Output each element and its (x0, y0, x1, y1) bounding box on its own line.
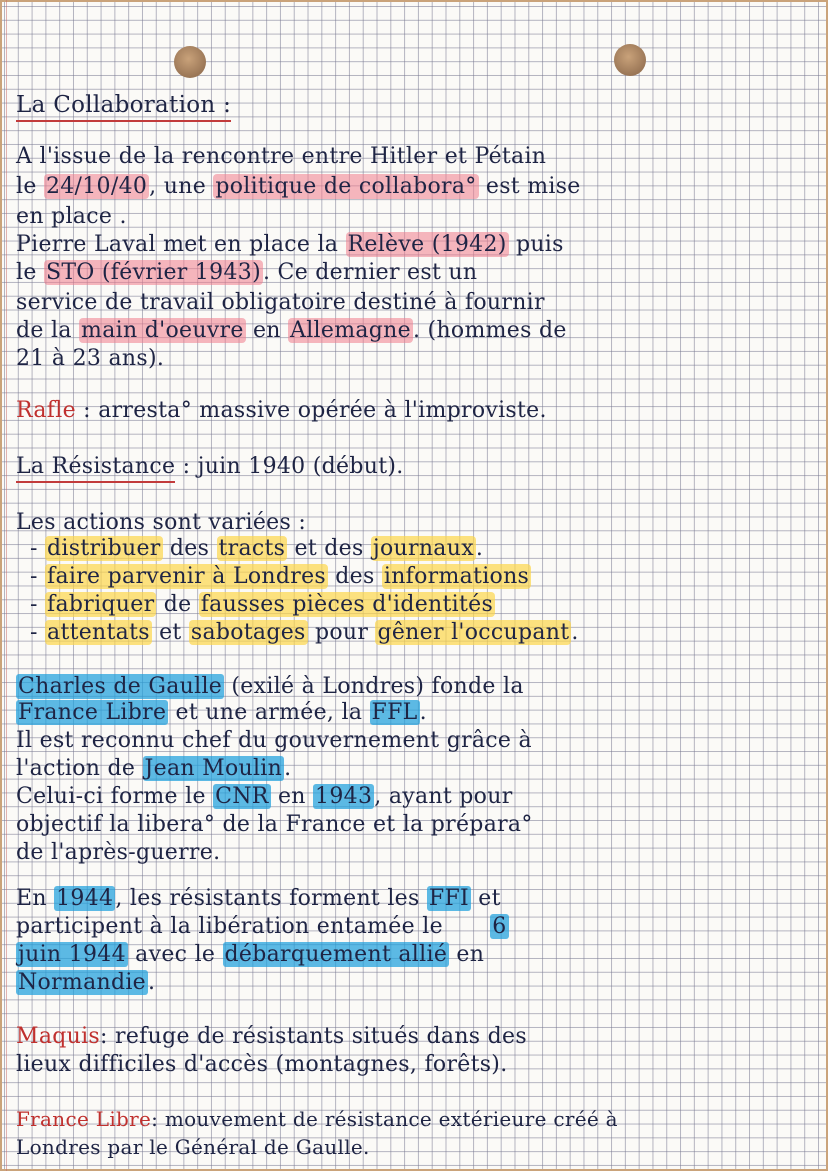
list-item (30, 620, 818, 646)
highlight: fabriquer (47, 592, 155, 617)
text: - (30, 620, 46, 645)
list-item (30, 564, 818, 590)
text: et (471, 886, 501, 911)
text: pour (307, 620, 376, 645)
text: . (hommes de (412, 318, 567, 343)
highlight-normandie: Normandie (18, 970, 146, 995)
text: le (16, 260, 44, 285)
highlight-ffi: FFI (428, 886, 470, 911)
collab-line-5 (16, 260, 818, 286)
text: en place . (16, 204, 127, 229)
gaulle-line-2 (16, 700, 818, 726)
text: participent à la libération entamée le (16, 914, 451, 939)
liberation-line-4 (16, 970, 818, 996)
resistance-title: La Résistance (16, 454, 175, 483)
resistance-intro (16, 510, 818, 536)
highlight-main-oeuvre: main d'oeuvre (81, 318, 244, 343)
liberation-line-2 (16, 914, 818, 940)
text: Les actions sont variées : (16, 510, 307, 535)
text: et (151, 620, 189, 645)
text: de l'après-guerre. (16, 840, 221, 865)
text: En (16, 886, 55, 911)
text: : refuge de résistants situés dans des (100, 1024, 527, 1049)
highlight: informations (383, 564, 530, 589)
highlight: attentats (47, 620, 150, 645)
text: et une armée, la (168, 700, 370, 725)
collab-line-8 (16, 346, 818, 372)
maquis-line-2 (16, 1052, 818, 1078)
text: . (475, 536, 484, 561)
text: . Ce dernier est un (262, 260, 478, 285)
highlight-allemagne: Allemagne (290, 318, 411, 343)
collab-line-2 (16, 174, 818, 200)
highlight-politique: politique de collabora° (215, 174, 477, 199)
text: A l'issue de la rencontre entre Hitler et Pétain (16, 144, 547, 169)
highlight-cnr: CNR (215, 784, 269, 809)
highlight: tracts (218, 536, 286, 561)
maquis-line-1 (16, 1024, 818, 1050)
text: : mouvement de résistance extérieure créé à (151, 1107, 618, 1131)
text: . (419, 700, 427, 725)
highlight-de-gaulle: Charles de Gaulle (18, 674, 223, 699)
highlight: faire parvenir à Londres (47, 564, 326, 589)
text: de (156, 592, 199, 617)
text: - (30, 564, 46, 589)
liberation-line-3 (16, 942, 818, 968)
text: le (16, 174, 44, 199)
resistance-heading (16, 454, 818, 480)
france-libre-term: France Libre (16, 1107, 152, 1131)
text: Il est reconnu chef du gouvernement grâce à (16, 728, 532, 753)
binder-hole-right (614, 44, 646, 76)
highlight-ffl: FFL (371, 700, 418, 725)
highlight-1944: 1944 (56, 886, 114, 911)
collab-line-6 (16, 290, 818, 316)
highlight: journaux (372, 536, 474, 561)
text: - (30, 536, 46, 561)
text: . (284, 756, 292, 781)
text: - (30, 592, 46, 617)
liberation-line-1 (16, 886, 818, 912)
text: , une (149, 174, 214, 199)
text: Celui-ci forme le (16, 784, 214, 809)
text: . (148, 970, 156, 995)
collab-line-3 (16, 204, 818, 230)
text: (exilé à Londres) fonde la (224, 674, 524, 699)
collab-line-1 (16, 144, 818, 170)
highlight: distribuer (47, 536, 161, 561)
highlight-france-libre: France Libre (18, 700, 167, 725)
margin-line (6, 0, 7, 1171)
highlight-date: 24/10/40 (45, 174, 148, 199)
highlight: fausses pièces d'identités (200, 592, 494, 617)
text: des (162, 536, 217, 561)
text: de la (16, 318, 80, 343)
maquis-term: Maquis (16, 1024, 101, 1049)
text: , ayant pour (374, 784, 513, 809)
list-item (30, 536, 818, 562)
text: , les résistants forment les (115, 886, 427, 911)
highlight-releve: Relève (1942) (347, 232, 507, 257)
highlight-sto: STO (février 1943) (45, 260, 261, 285)
gaulle-line-5 (16, 784, 818, 810)
rafle-definition (16, 398, 818, 424)
list-item (30, 592, 818, 618)
highlight: sabotages (190, 620, 306, 645)
text: puis (508, 232, 564, 257)
france-libre-line-2 (16, 1134, 818, 1160)
text: des (327, 564, 382, 589)
text: Londres par le Général de Gaulle. (16, 1135, 370, 1159)
text: 21 à 23 ans). (16, 346, 165, 371)
text: en (449, 942, 485, 967)
text: en (270, 784, 314, 809)
rafle-text: : arresta° massive opérée à l'improviste. (75, 398, 547, 423)
text: et des (287, 536, 371, 561)
france-libre-line-1 (16, 1106, 818, 1132)
highlight-6: 6 (492, 914, 507, 939)
text: Pierre Laval met en place la (16, 232, 346, 257)
gaulle-line-3 (16, 728, 818, 754)
highlight: gêner l'occupant (377, 620, 570, 645)
text: avec le (127, 942, 223, 967)
text: est mise (478, 174, 581, 199)
text: service de travail obligatoire destiné à fournir (16, 290, 545, 315)
highlight-1943: 1943 (315, 784, 373, 809)
collab-line-4 (16, 232, 818, 258)
rafle-term: Rafle (16, 398, 76, 423)
text: l'action de (16, 756, 143, 781)
gaulle-line-6 (16, 812, 818, 838)
collaboration-title: La Collaboration : (16, 92, 231, 122)
text: . (571, 620, 579, 645)
highlight-debarquement: débarquement allié (224, 942, 448, 967)
text: objectif la libera° de la France et la prépara° (16, 812, 533, 837)
gaulle-line-4 (16, 756, 818, 782)
collaboration-heading (16, 92, 818, 118)
collab-line-7 (16, 318, 818, 344)
highlight-jean-moulin: Jean Moulin (144, 756, 283, 781)
text: en (245, 318, 289, 343)
binder-hole-left (174, 46, 206, 78)
text: lieux difficiles d'accès (montagnes, forêts). (16, 1052, 508, 1077)
resistance-date: : juin 1940 (début). (175, 454, 404, 479)
gaulle-line-1 (16, 674, 818, 700)
gaulle-line-7 (16, 840, 818, 866)
highlight-juin-1944: juin 1944 (18, 942, 126, 967)
